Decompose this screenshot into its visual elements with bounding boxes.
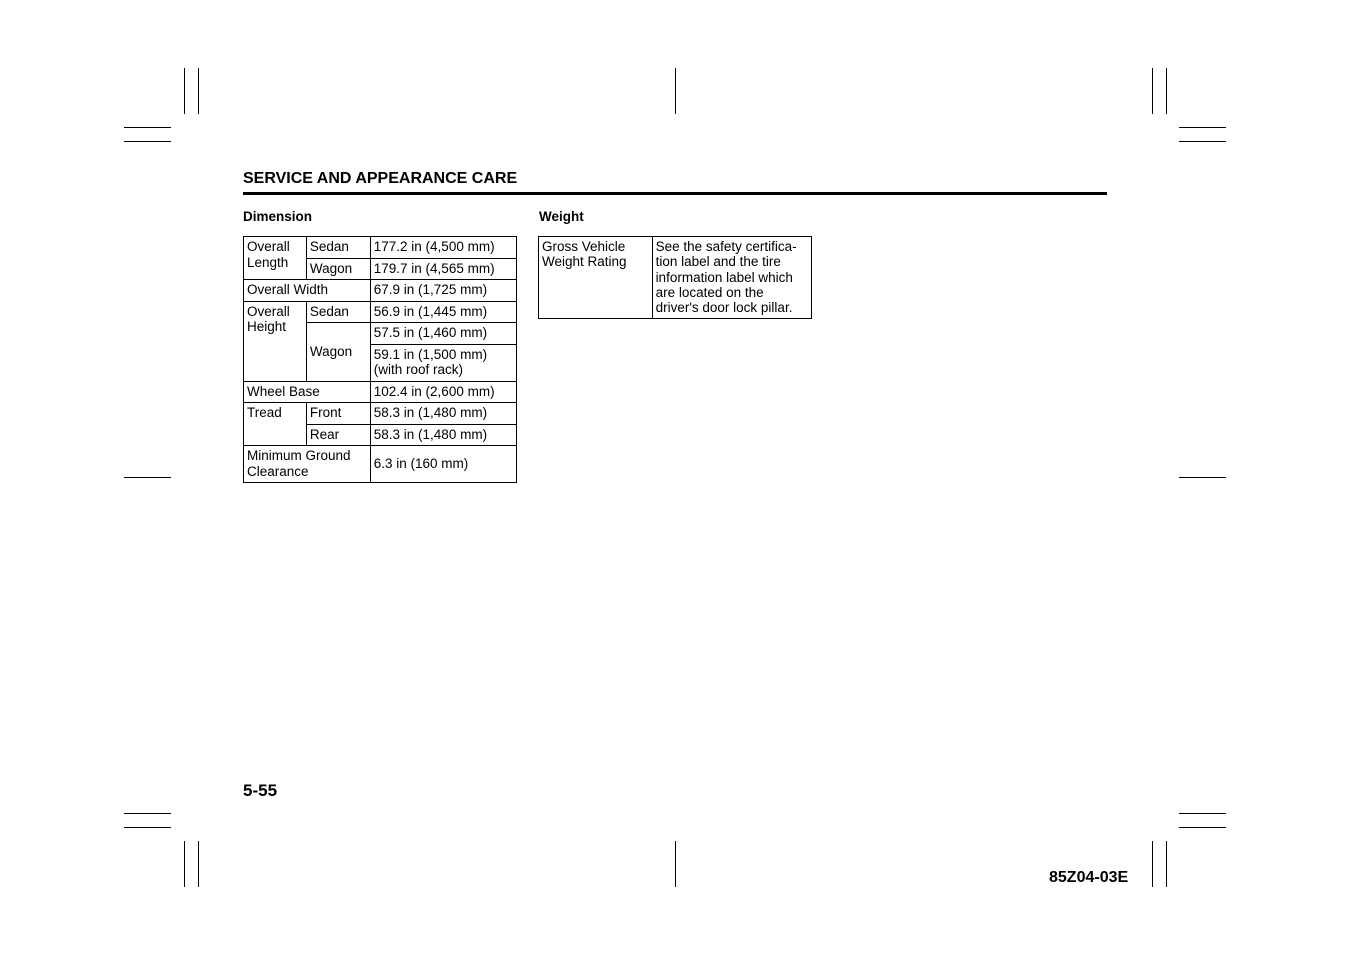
page-number: 5-55 (243, 781, 278, 800)
dimension-heading: Dimension (243, 209, 313, 224)
table-row (244, 301, 517, 323)
crop-mark (1166, 841, 1167, 887)
crop-mark (198, 68, 199, 114)
crop-mark (184, 841, 185, 887)
tread-front-value: 58.3 in (1,480 mm) (370, 403, 516, 425)
crop-mark (124, 141, 171, 142)
table-row (539, 237, 812, 319)
overall-length-sedan-value: 177.2 in (4,500 mm) (370, 237, 516, 259)
overall-width-label: Overall Width (244, 280, 371, 302)
ground-clearance-value: 6.3 in (160 mm) (370, 446, 516, 483)
overall-height-wagon-label: Wagon (306, 323, 370, 382)
table-row (244, 237, 517, 259)
crop-mark (124, 827, 171, 828)
tread-rear-value: 58.3 in (1,480 mm) (370, 424, 516, 446)
overall-height-wagon-value: 57.5 in (1,460 mm) (370, 323, 516, 345)
header-rule (243, 192, 1107, 195)
table-row (244, 403, 517, 425)
dimension-table (243, 236, 517, 483)
table-row (244, 280, 517, 302)
table-row (244, 381, 517, 403)
crop-mark (1166, 68, 1167, 114)
crop-mark (1152, 841, 1153, 887)
gvwr-value: See the safety certifica- tion label and the tire information label which are located on the driver's door lock pillar. (652, 237, 811, 319)
overall-length-wagon-value: 179.7 in (4,565 mm) (370, 258, 516, 280)
table-row (244, 446, 517, 483)
overall-height-wagon-roof-rack-value: 59.1 in (1,500 mm) (with roof rack) (370, 344, 516, 381)
overall-width-value: 67.9 in (1,725 mm) (370, 280, 516, 302)
wheel-base-value: 102.4 in (2,600 mm) (370, 381, 516, 403)
wheel-base-label: Wheel Base (244, 381, 371, 403)
tread-label: Tread (244, 403, 307, 446)
crop-mark (124, 813, 171, 814)
crop-mark (198, 841, 199, 887)
overall-height-sedan-label: Sedan (306, 301, 370, 323)
overall-height-label: Overall Height (244, 301, 307, 381)
tread-front-label: Front (306, 403, 370, 425)
crop-mark (184, 68, 185, 114)
crop-mark (124, 477, 171, 478)
ground-clearance-label: Minimum Ground Clearance (244, 446, 371, 483)
section-title: SERVICE AND APPEARANCE CARE (243, 170, 518, 187)
crop-mark (124, 127, 171, 128)
overall-length-sedan-label: Sedan (306, 237, 370, 259)
gvwr-label: Gross Vehicle Weight Rating (539, 237, 653, 319)
crop-mark (675, 841, 676, 887)
overall-length-label: Overall Length (244, 237, 307, 280)
crop-mark (1179, 827, 1226, 828)
weight-heading: Weight (539, 209, 584, 224)
crop-mark (675, 68, 676, 114)
crop-mark (1179, 477, 1226, 478)
crop-mark (1179, 141, 1226, 142)
tread-rear-label: Rear (306, 424, 370, 446)
overall-height-sedan-value: 56.9 in (1,445 mm) (370, 301, 516, 323)
overall-length-wagon-label: Wagon (306, 258, 370, 280)
crop-mark (1179, 127, 1226, 128)
weight-table (538, 236, 812, 319)
crop-mark (1152, 68, 1153, 114)
crop-mark (1179, 813, 1226, 814)
document-code: 85Z04-03E (1049, 869, 1129, 886)
